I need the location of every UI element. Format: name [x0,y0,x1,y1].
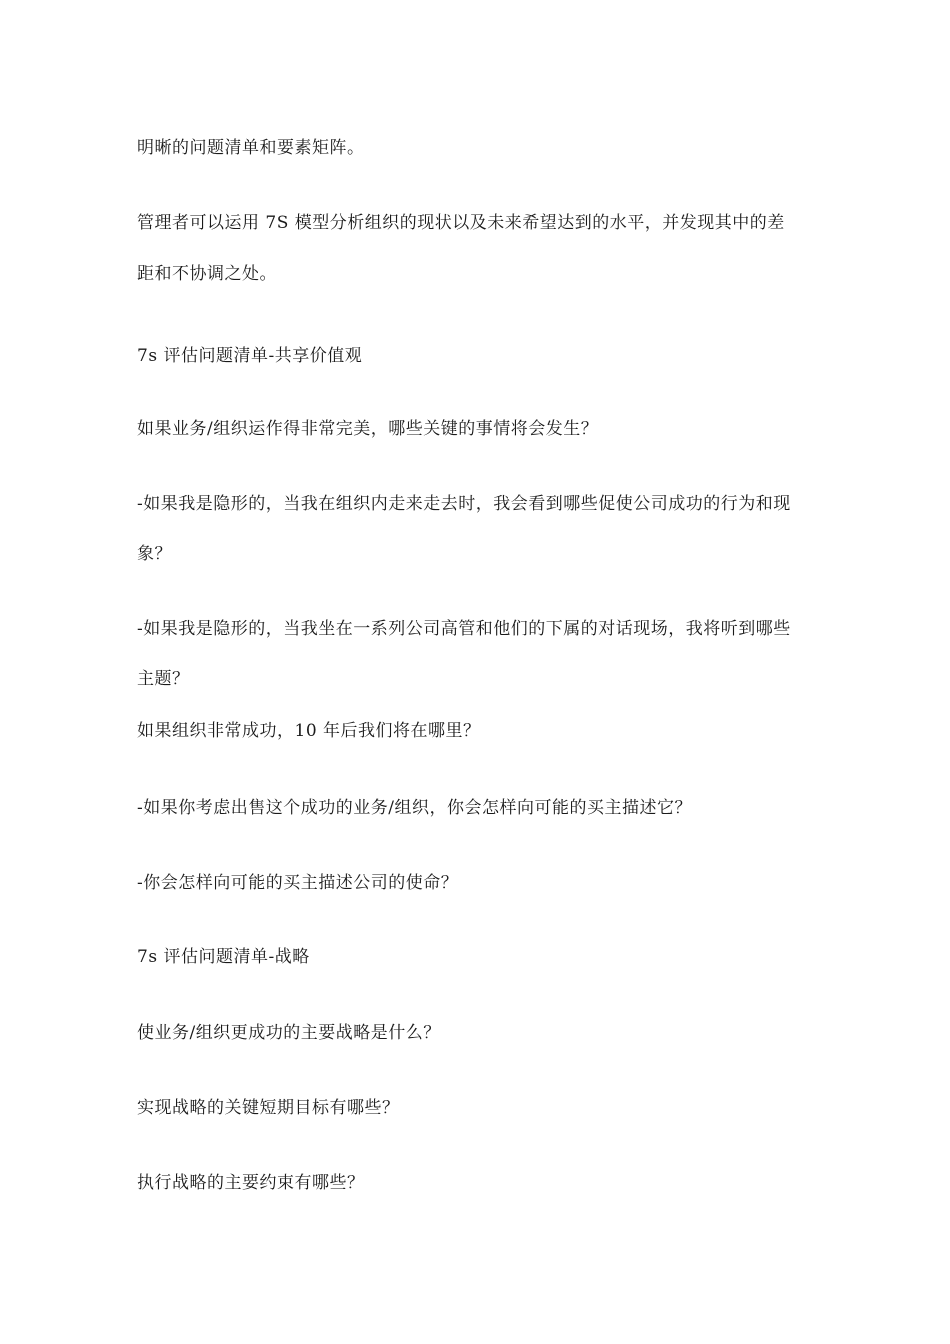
question-line: -你会怎样向可能的买主描述公司的使命？ [137,873,459,893]
paragraph-line: 明晰的问题清单和要素矩阵。 [137,138,365,158]
question-line: -如果我是隐形的，当我在组织内走来走去时，我会看到哪些促使公司成功的行为和现 [137,494,791,514]
question-line: 执行战略的主要约束有哪些？ [137,1173,365,1193]
paragraph-line: 管理者可以运用 7S 模型分析组织的现状以及未来希望达到的水平，并发现其中的差 [137,213,785,233]
question-line: -如果你考虑出售这个成功的业务/组织，你会怎样向可能的买主描述它？ [137,798,692,818]
section-heading: 7s 评估问题清单-共享价值观 [137,346,363,366]
question-line: 使业务/组织更成功的主要战略是什么？ [137,1023,441,1043]
question-line: 主题？ [137,669,190,689]
question-line: 如果业务/组织运作得非常完美，哪些关键的事情将会发生？ [137,419,599,439]
question-line: 象？ [137,544,172,564]
section-heading: 7s 评估问题清单-战略 [137,947,310,967]
question-line: 如果组织非常成功，10 年后我们将在哪里？ [137,721,481,741]
question-line: -如果我是隐形的，当我坐在一系列公司高管和他们的下属的对话现场，我将听到哪些 [137,619,791,639]
question-line: 实现战略的关键短期目标有哪些？ [137,1098,400,1118]
paragraph-line: 距和不协调之处。 [137,264,277,284]
